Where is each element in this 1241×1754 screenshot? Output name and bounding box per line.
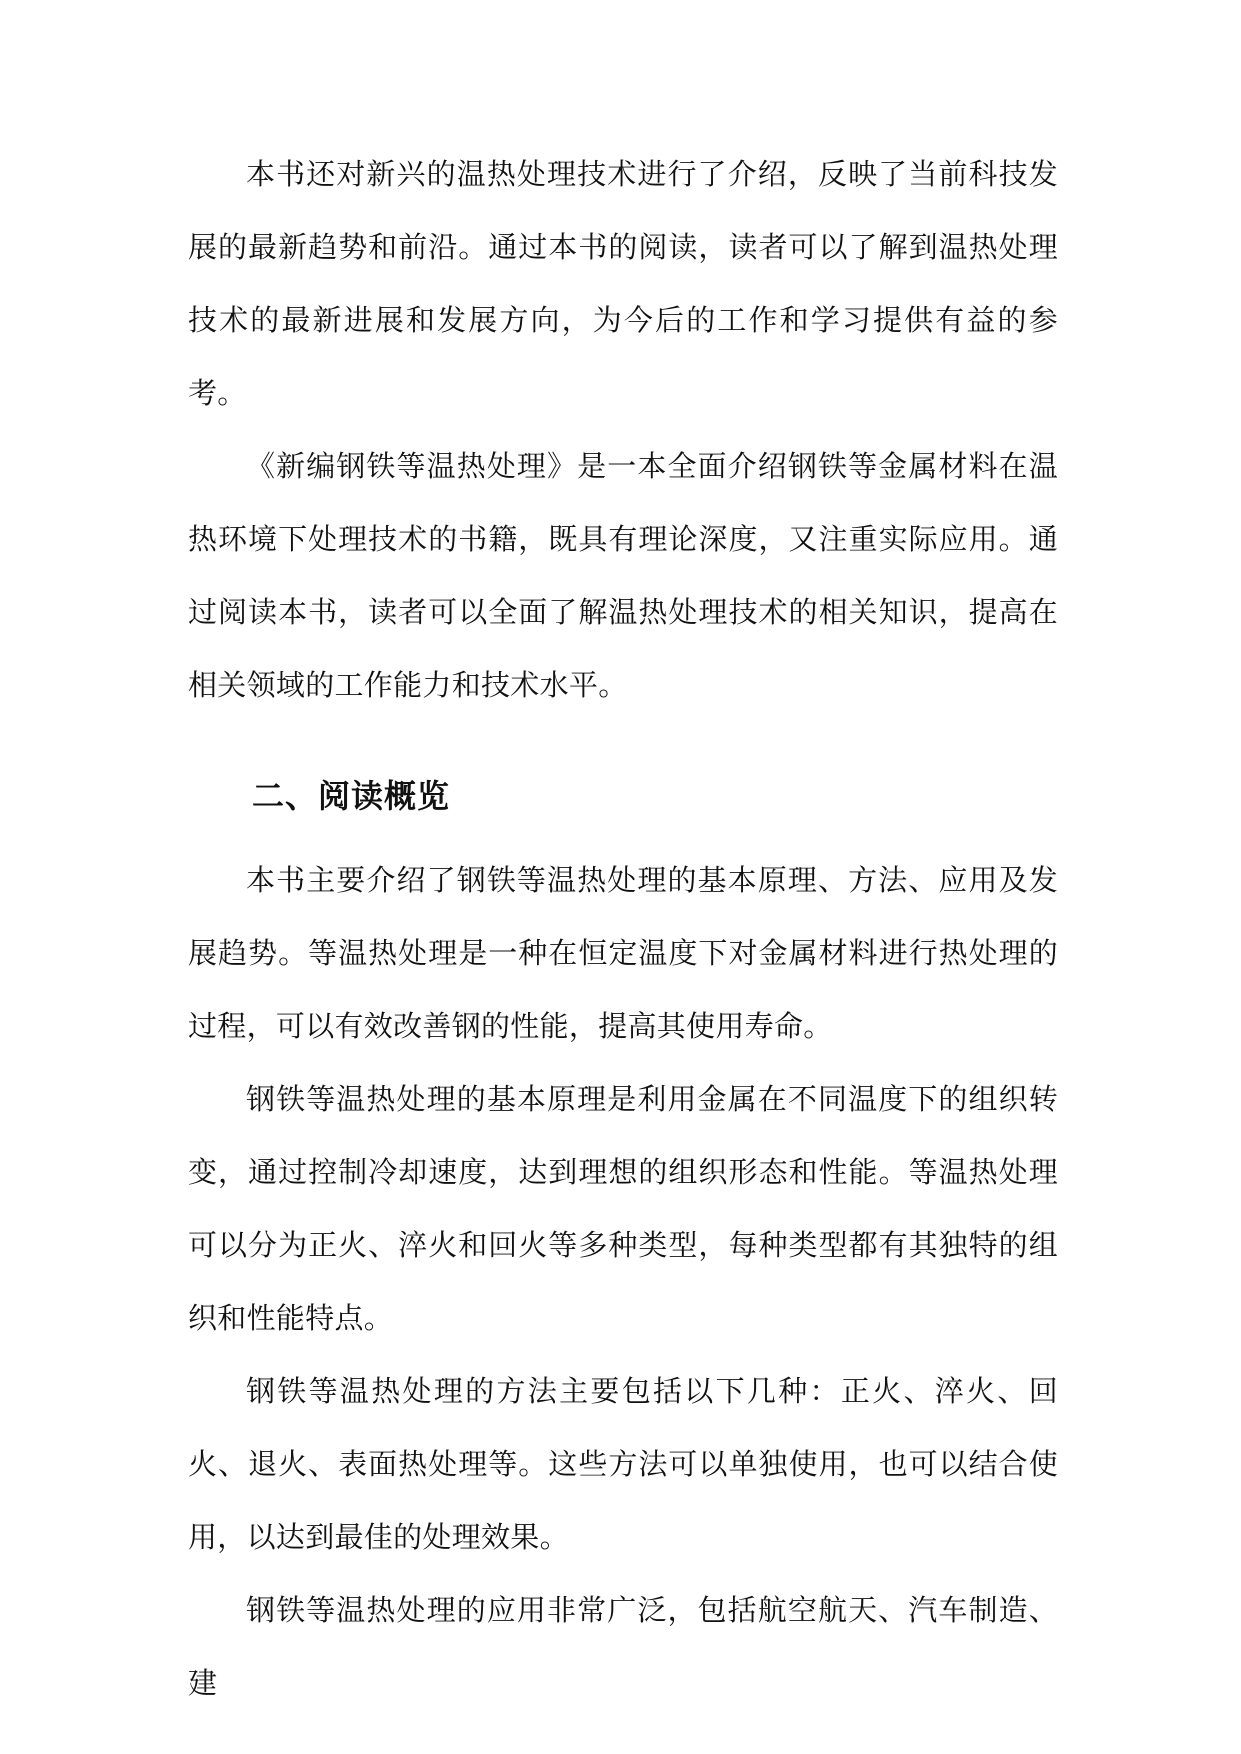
paragraph-basic-principle: 钢铁等温热处理的基本原理是利用金属在不同温度下的组织转变，通过控制冷却速度，达到理想的组织形态和性能。等温热处理可以分为正火、淬火和回火等多种类型，每种类型都有其独特的组织和性能特点。 bbox=[188, 1082, 1058, 1335]
section-heading-reading-overview: 二、阅读概览 bbox=[252, 777, 451, 815]
paragraph-book-summary: 《新编钢铁等温热处理》是一本全面介绍钢铁等金属材料在温热环境下处理技术的书籍，既具有理论深度，又注重实际应用。通过阅读本书，读者可以全面了解温热处理技术的相关知识，提高在相关领域的工作能力和技术水平。 bbox=[188, 449, 1058, 702]
paragraph-applications: 钢铁等温热处理的应用非常广泛，包括航空航天、汽车制造、建 bbox=[188, 1593, 1058, 1700]
paragraph-new-technology: 本书还对新兴的温热处理技术进行了介绍，反映了当前科技发展的最新趋势和前沿。通过本书的阅读，读者可以了解到温热处理技术的最新进展和发展方向，为今后的工作和学习提供有益的参考。 bbox=[188, 157, 1058, 410]
paragraph-methods: 钢铁等温热处理的方法主要包括以下几种：正火、淬火、回火、退火、表面热处理等。这些方法可以单独使用，也可以结合使用，以达到最佳的处理效果。 bbox=[188, 1374, 1058, 1554]
document-body bbox=[188, 138, 1058, 1720]
paragraph-overview-intro: 本书主要介绍了钢铁等温热处理的基本原理、方法、应用及发展趋势。等温热处理是一种在恒定温度下对金属材料进行热处理的过程，可以有效改善钢的性能，提高其使用寿命。 bbox=[188, 863, 1058, 1043]
